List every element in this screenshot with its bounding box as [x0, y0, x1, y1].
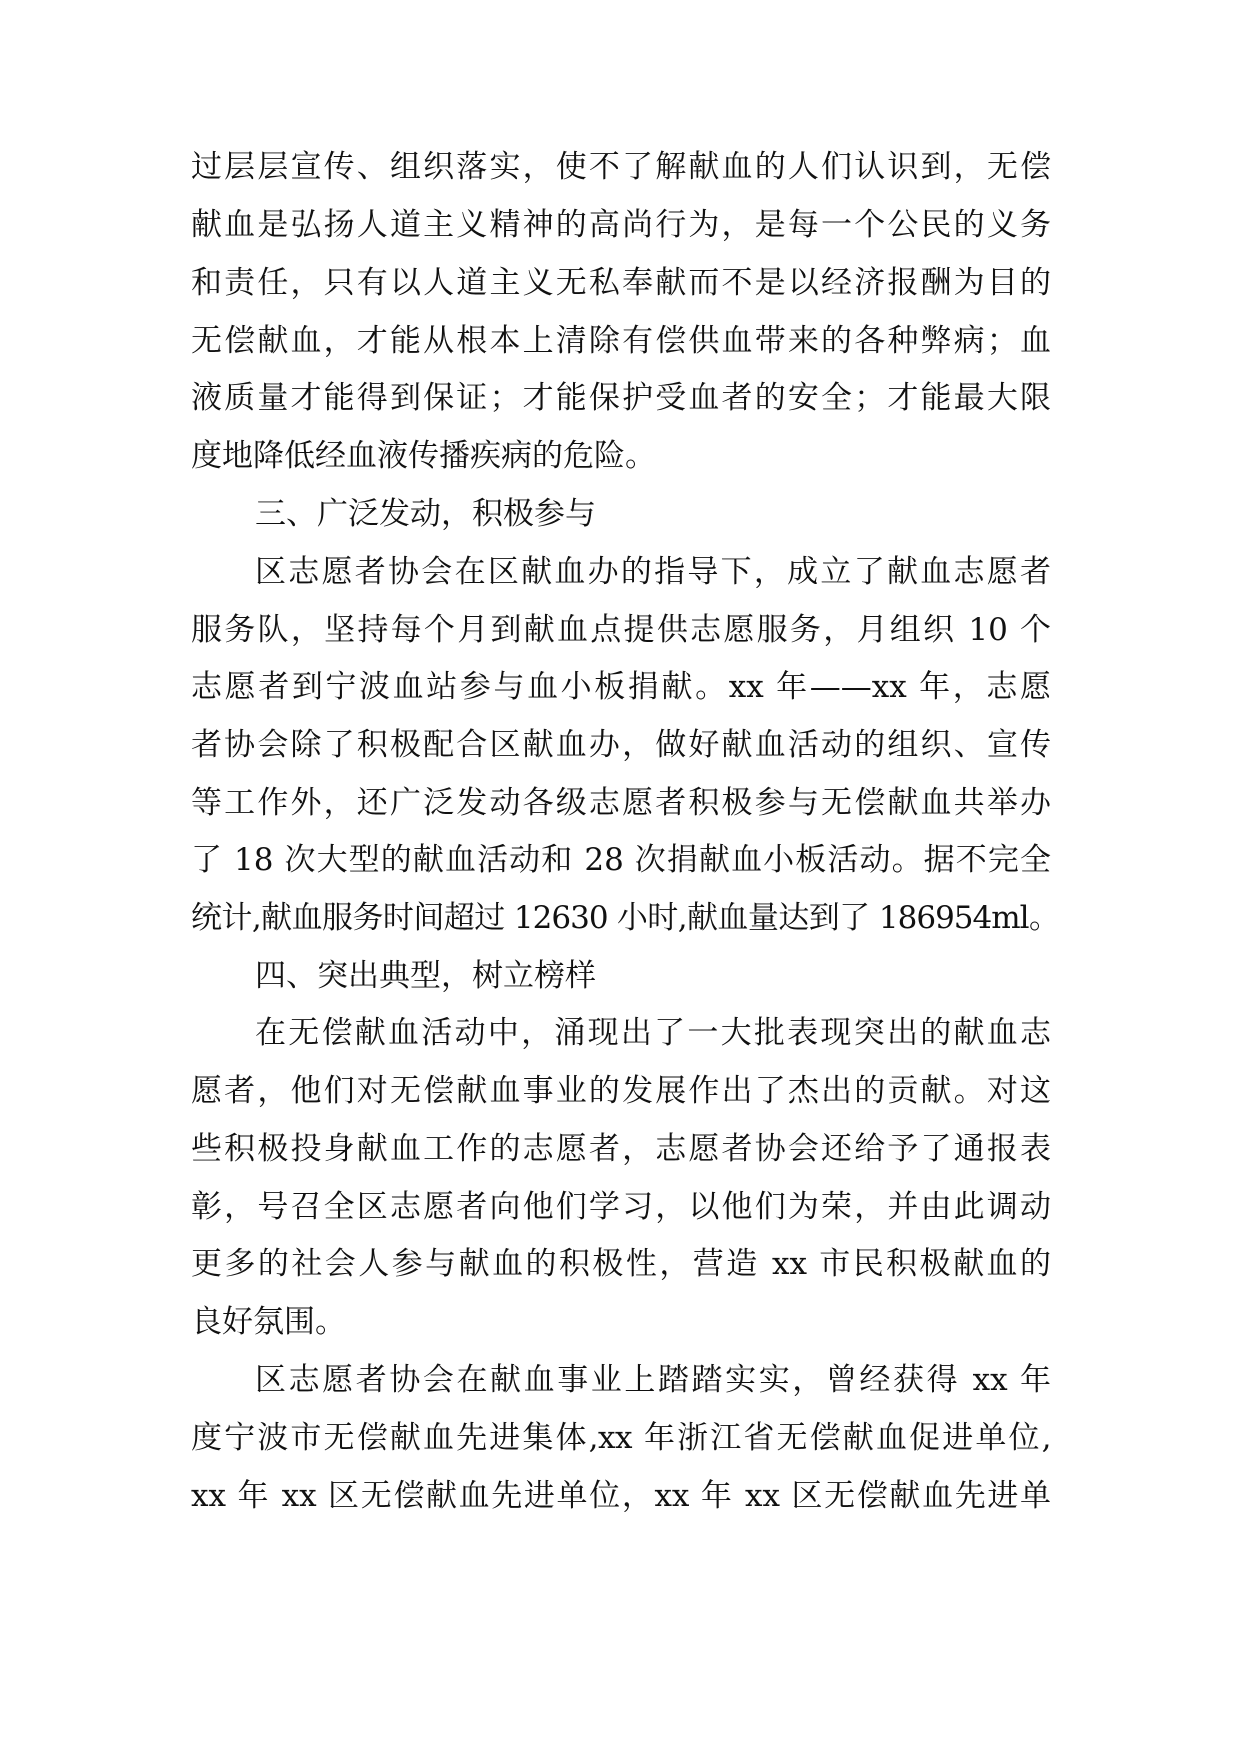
text-line: 区志愿者协会在区献血办的指导下，成立了献血志愿者 [255, 554, 1051, 590]
text-line: 度宁波市无偿献血先进集体,xx 年浙江省无偿献血促进单位, [191, 1420, 1051, 1456]
text-line: 志愿者到宁波血站参与血小板捐献。xx 年——xx 年，志愿 [191, 669, 1051, 705]
text-line: 液质量才能得到保证；才能保护受血者的安全；才能最大限 [191, 380, 1051, 416]
text-line: 些积极投身献血工作的志愿者，志愿者协会还给予了通报表 [191, 1131, 1051, 1167]
text-line: 区志愿者协会在献血事业上踏踏实实，曾经获得 xx 年 [255, 1362, 1051, 1398]
text-line: 愿者，他们对无偿献血事业的发展作出了杰出的贡献。对这 [191, 1073, 1051, 1109]
section-heading: 四、突出典型，树立榜样 [255, 958, 596, 994]
text-line: 无偿献血，才能从根本上清除有偿供血带来的各种弊病；血 [191, 323, 1051, 359]
text-line: 等工作外，还广泛发动各级志愿者积极参与无偿献血共举办 [191, 785, 1051, 821]
text-line: 度地降低经血液传播疾病的危险。 [191, 438, 656, 474]
text-line: 彰，号召全区志愿者向他们学习，以他们为荣，并由此调动 [191, 1189, 1051, 1225]
text-line: 统计,献血服务时间超过 12630 小时,献血量达到了 186954ml。 [191, 900, 1059, 936]
text-line: 了 18 次大型的献血活动和 28 次捐献血小板活动。据不完全 [191, 842, 1051, 878]
section-heading: 三、广泛发动，积极参与 [255, 496, 596, 532]
text-line: 服务队，坚持每个月到献血点提供志愿服务，月组织 10 个 [191, 612, 1051, 648]
text-line: xx 年 xx 区无偿献血先进单位，xx 年 xx 区无偿献血先进单 [191, 1478, 1051, 1514]
text-line: 更多的社会人参与献血的积极性，营造 xx 市民积极献血的 [191, 1246, 1051, 1282]
text-line: 过层层宣传、组织落实，使不了解献血的人们认识到，无偿 [191, 149, 1051, 185]
text-line: 者协会除了积极配合区献血办，做好献血活动的组织、宣传 [191, 727, 1051, 763]
text-line: 和责任，只有以人道主义无私奉献而不是以经济报酬为目的 [191, 265, 1051, 301]
text-line: 在无偿献血活动中，涌现出了一大批表现突出的献血志 [255, 1015, 1051, 1051]
text-line: 献血是弘扬人道主义精神的高尚行为，是每一个公民的义务 [191, 207, 1051, 243]
text-line: 良好氛围。 [191, 1304, 346, 1340]
